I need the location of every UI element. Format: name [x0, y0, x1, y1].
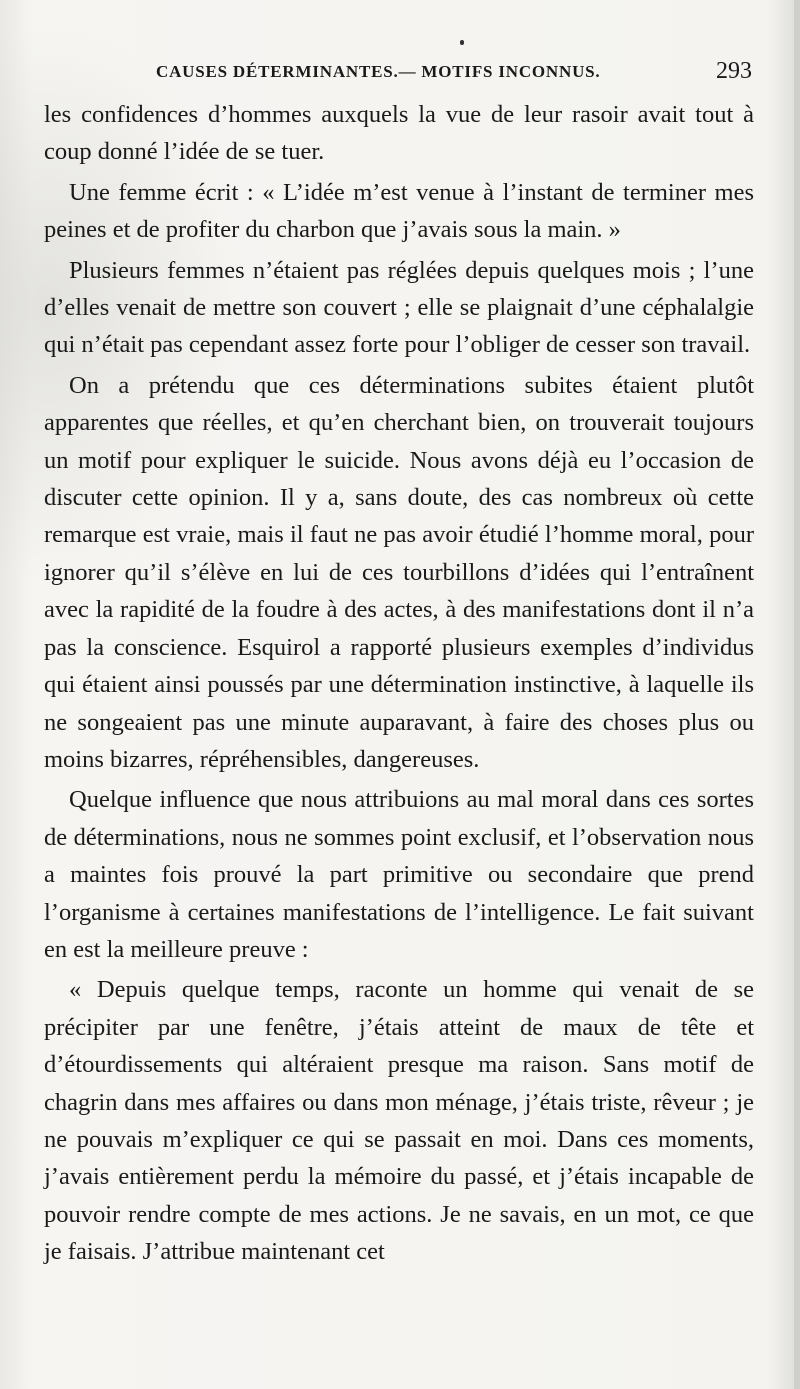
page-edge	[794, 0, 800, 1389]
running-head	[0, 58, 800, 88]
ink-speck	[460, 40, 464, 45]
page-number: 293	[716, 58, 752, 84]
paragraph: Plusieurs femmes n’étaient pas réglées depuis quelques mois ; l’une d’elles venait de mettre son couvert ; elle se plaignait d’une céphalalgie qui n’était pas cependant assez forte pour l’obliger de cesser son travail.	[44, 256, 754, 359]
body-text	[44, 96, 754, 1271]
running-title: CAUSES DÉTERMINANTES.— MOTIFS INCONNUS.	[156, 62, 601, 81]
paragraph: Une femme écrit : « L’idée m’est venue à l’instant de terminer mes peines et de profiter du charbon que j’avais sous la main. »	[44, 178, 754, 244]
paragraph: « Depuis quelque temps, raconte un homme qui venait de se précipiter par une fenêtre, j’étais atteint de maux de tête et d’étourdissements qui altéraient presque ma raison. Sans motif de chagrin dans mes affaires ou dans mon ménage, j’étais triste, rêveur ; je ne pouvais m’expliquer ce qui se passait en moi. Dans ces moments, j’avais entièrement perdu la mémoire du passé, et j’étais incapable de pouvoir rendre compte de mes actions. Je ne savais, en un mot, ce que je faisais. J’attribue maintenant cet	[44, 976, 754, 1266]
paragraph: Quelque influence que nous attribuions au mal moral dans ces sortes de déterminations, nous ne sommes point exclusif, et l’observation nous a maintes fois prouvé la part primitive ou secondaire que prend l’organisme à certaines manifestations de l’intelligence. Le fait suivant en est la meilleure preuve :	[44, 786, 754, 963]
paragraph: On a prétendu que ces déterminations subites étaient plutôt apparentes que réelles, et qu’en cherchant bien, on trouverait toujours un motif pour expliquer le suicide. Nous avons déjà eu l’occasion de discuter cette opinion. Il y a, sans doute, des cas nombreux où cette remarque est vraie, mais il faut ne pas avoir étudié l’homme moral, pour ignorer qu’il s’élève en lui de ces tourbillons d’idées qui l’entraînent avec la rapidité de la foudre à des actes, à des manifestations dont il n’a pas la conscience. Esquirol a rapporté plusieurs exemples d’individus qui étaient ainsi poussés par une détermination instinctive, à laquelle ils ne songeaient pas une minute auparavant, à faire des choses plus ou moins bizarres, répréhensibles, dangereuses.	[44, 371, 754, 773]
paragraph: les confidences d’hommes auxquels la vue de leur rasoir avait tout à coup donné l’idée de se tuer.	[44, 101, 754, 166]
